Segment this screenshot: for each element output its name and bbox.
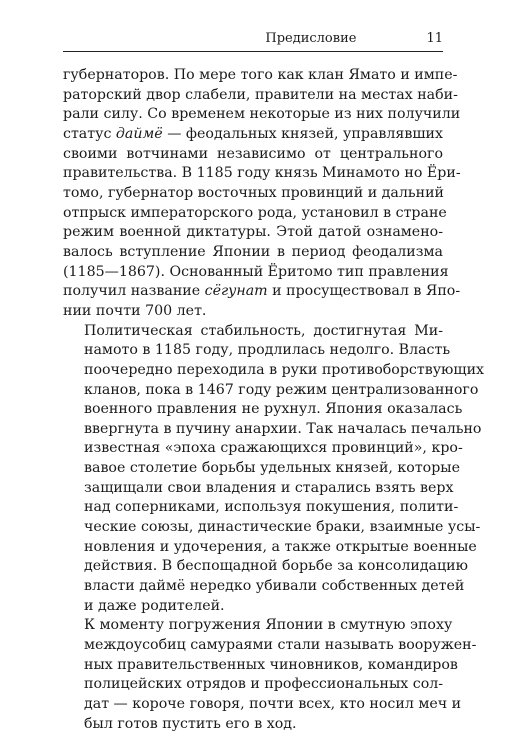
text-segment: правительства. В 1185 году князь Минамото но Ёри-: [63, 165, 461, 182]
text-segment: ческие союзы, династические браки, взаимные усы-: [84, 519, 481, 536]
text-line: [63, 66, 458, 86]
text-segment: дат — короче говоря, почти всех, кто носил меч и: [84, 696, 462, 712]
text-segment: Политическая стабильность, достигнутая Ми-: [84, 322, 443, 339]
text-line: [63, 577, 465, 597]
text-line: [63, 695, 462, 715]
text-segment: военного правления не рухнул. Япония оказалась: [84, 401, 463, 418]
text-line: [63, 538, 477, 558]
text-segment: ных правительственных чиновников, командиров: [84, 656, 458, 673]
text-line: [63, 105, 461, 125]
text-segment: рали силу. Со временем некоторые из них получили: [63, 106, 461, 123]
text-segment: режим военной диктатуры. Этой датой ознамено-: [63, 224, 443, 241]
text-segment: новления и удочерения, а также открытые военные: [84, 538, 477, 555]
text-line: [63, 164, 461, 184]
text-line: [63, 223, 443, 243]
text-segment: намото в 1185 году, продлилась недолго. Власть: [84, 342, 451, 359]
text-segment: губернаторов. По мере того как клан Ямато и импе-: [63, 67, 458, 83]
text-segment: власти даймё нередко убивали собственных детей: [84, 578, 465, 595]
text-line: [63, 636, 477, 656]
text-segment: был готов пустить его в ход.: [84, 715, 297, 732]
text-segment: нии почти 700 лет.: [63, 302, 207, 319]
text-segment: известная «эпоха сражающихся провинций», кро-: [84, 440, 463, 457]
text-segment: раторский двор слабели, правители на местах наби-: [63, 86, 458, 103]
text-segment: К моменту погружения Японии в смутную эпоху: [84, 617, 453, 634]
text-line: [63, 656, 458, 676]
text-segment: — феодальных князей, управлявших: [162, 125, 443, 142]
text-segment: полицейских отрядов и профессиональных сол-: [84, 676, 444, 693]
text-line: [63, 715, 443, 735]
text-segment: над соперниками, используя покушения, полити-: [84, 499, 459, 516]
running-header: [63, 30, 443, 48]
text-segment: получил название: [63, 283, 205, 300]
text-line: [63, 420, 482, 440]
body-text: [63, 66, 485, 734]
text-segment: защищали свои владения и старались взять верх: [84, 479, 454, 496]
text-line: [63, 145, 443, 165]
text-line: [63, 557, 468, 577]
paragraph: [63, 616, 477, 734]
italic-term: сёгунат: [204, 283, 268, 300]
text-segment: отпрыск императорского рода, установил в стране: [63, 204, 447, 221]
text-line: [63, 381, 479, 401]
paragraph: [63, 66, 461, 322]
text-line: [63, 459, 460, 479]
text-line: [63, 204, 447, 224]
text-segment: статус: [63, 125, 116, 142]
text-line: [63, 616, 453, 636]
header-rule: [63, 51, 443, 52]
section-title: Предисловие: [265, 31, 357, 46]
text-segment: своими вотчинами независимо от центрального: [63, 145, 443, 162]
text-line: [63, 400, 463, 420]
book-page: [63, 30, 485, 734]
text-segment: поочередно переходила в руки противоборствующих: [84, 361, 485, 378]
text-line: [63, 243, 443, 263]
text-segment: кланов, пока в 1467 году режим централизованного: [84, 381, 479, 398]
text-segment: ввергнута в пучину анархии. Так началась печально: [84, 420, 482, 437]
text-segment: валось вступление Японии в период феодализма: [63, 243, 443, 260]
page-number: 11: [426, 31, 443, 46]
text-line: [63, 361, 485, 381]
text-segment: действия. В беспощадной борьбе за консолидацию: [84, 558, 468, 575]
text-line: [63, 125, 443, 145]
text-line: [63, 597, 443, 617]
text-segment: и просуществовал в Япо-: [267, 283, 461, 300]
text-line: [63, 322, 443, 342]
text-line: [63, 86, 458, 106]
italic-term: даймё: [115, 125, 163, 142]
text-line: [63, 675, 443, 695]
text-line: [63, 263, 449, 283]
text-segment: вавое столетие борьбы удельных князей, которые: [84, 460, 460, 477]
text-line: [63, 184, 443, 204]
text-line: [63, 282, 461, 302]
text-segment: томо, губернатор восточных провинций и дальний: [63, 184, 444, 201]
text-line: [63, 498, 459, 518]
text-line: [63, 479, 454, 499]
text-line: [63, 302, 443, 322]
text-line: [63, 341, 451, 361]
text-line: [63, 439, 463, 459]
text-line: [63, 518, 481, 538]
text-segment: и даже родителей.: [84, 597, 225, 614]
text-segment: междоусобиц самураями стали называть вооружен-: [84, 637, 477, 654]
text-segment: (1185—1867). Основанный Ёритомо тип правления: [63, 263, 449, 280]
paragraph: [63, 322, 485, 617]
